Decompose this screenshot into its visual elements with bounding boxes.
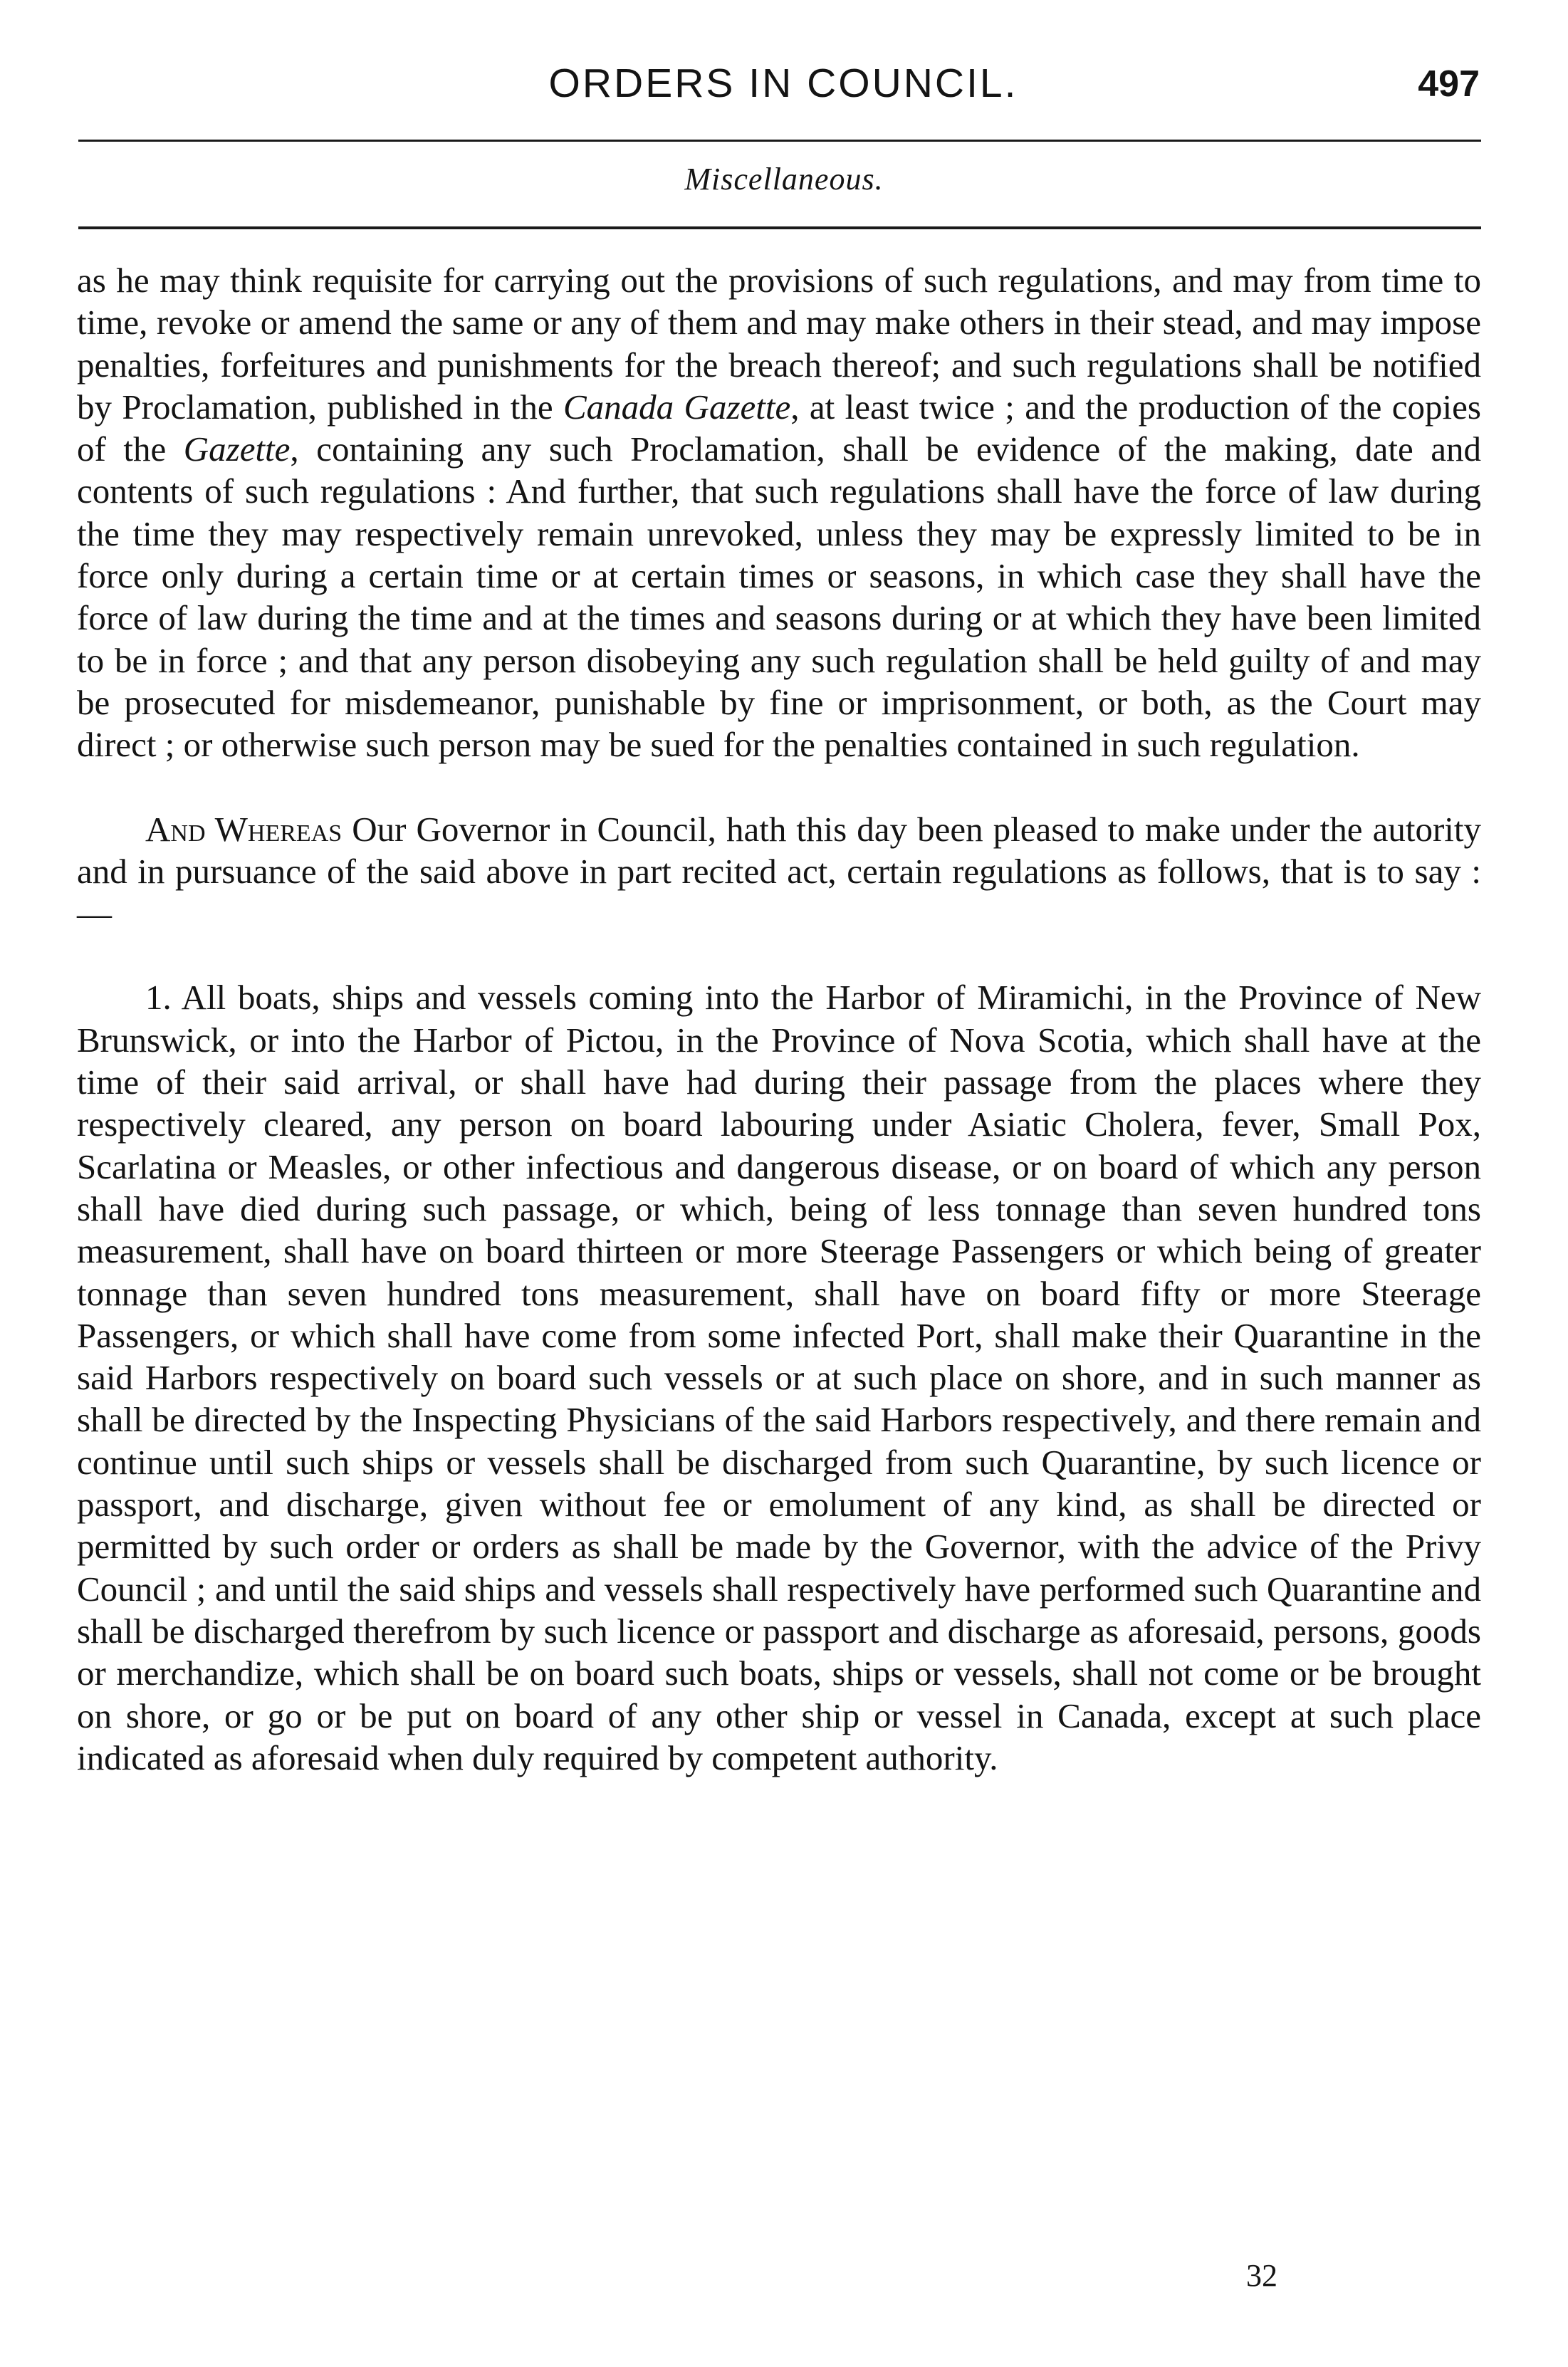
paragraph-continuation — [77, 259, 1481, 766]
body-text — [77, 259, 1481, 1779]
gazette-title: Gazette — [183, 429, 291, 469]
paragraph-1-text-c: , containing any such Proclamation, shall be evidence of the making, date and contents of such regulations : And further, that such regulations shall have the force of law during the time they may respectively remain unrevoked, unless they may be expressly limited to be in force only during a certain time or at certain times or seasons, in which case they shall have the force of law during the time and at the times and seasons during or at which they have been limited to be in force ; and that any person disobeying any such regulation shall be held guilty of and may be prosecuted for misdemeanor, punishable by fine or imprisonment, or both, as the Court may direct ; or otherwise such person may be sued for the penalties contained in such regulation. — [77, 429, 1482, 765]
signature-mark: 32 — [1246, 2258, 1277, 2293]
section-heading: Miscellaneous. — [684, 162, 884, 197]
whereas-lead: And Whereas — [145, 809, 343, 849]
header-rule-bottom — [78, 226, 1481, 229]
paragraph-3-text: 1. All boats, ships and vessels coming into the Harbor of Miramichi, in the Province of New Brunswick, or into the Harbor of Pictou, in the Province of Nova Scotia, which shall have at the time of their said arrival, or shall have had during their passage from the places where they respectively cleared, any person on board labouring under Asiatic Cholera, fever, Small Pox, Scarlatina or Measles, or other infectious and dangerous disease, or on board of which any person shall have died during such passage, or which, being of less tonnage than seven hundred tons measurement, shall have on board thirteen or more Steerage Passengers or which being of greater tonnage than seven hundred tons measurement, shall have on board fifty or more Steerage Passengers, or which shall have come from some infected Port, shall make their Quarantine in the said Harbors respectively on board such vessels or at such place on shore, and in such manner as shall be directed by the Inspecting Physicians of the said Harbors respectively, and there remain and continue until such ships or vessels shall be discharged from such Quarantine, by such licence or passport, and discharge, given without fee or emolument of any kind, as shall be directed or permitted by such order or orders as shall be made by the Governor, with the advice of the Privy Council ; and until the said ships and vessels shall respectively have performed such Quarantine and shall be discharged therefrom by such licence or passport and discharge as aforesaid, persons, goods or merchandize, which shall be on board such boats, ships or vessels, shall not come or be brought on shore, or go or be put on board of any other ship or vessel in Canada, except at such place indicated as aforesaid when duly required by competent authority. — [77, 978, 1481, 1777]
paragraph-2-text: Our Governor in Council, hath this day been pleased to make under the autority and in pursuance of the said above in part recited act, certain regulations as follows, that is to say :— — [77, 809, 1481, 934]
paragraph-regulation-1 — [77, 976, 1481, 1779]
running-title: ORDERS IN COUNCIL. — [548, 61, 1018, 106]
paragraph-whereas — [77, 808, 1481, 935]
header-rule-top — [78, 140, 1481, 142]
paragraph-1-text-b: , at least twice ; and the production of the copies of the — [77, 387, 1481, 469]
canada-gazette-title: Canada Gazette — [563, 387, 791, 427]
running-header — [78, 47, 1488, 111]
paragraph-1-text-a: as he may think requisite for carrying out the provisions of such regulations, and may from time to time, revoke or amend the same or any of them and may make others in their stead, and may impose penalties, forfeitures and punishments for the breach thereof; and such regulations shall be notified by Proclamation, published in the — [77, 261, 1481, 427]
page-number: 497 — [1418, 63, 1480, 105]
